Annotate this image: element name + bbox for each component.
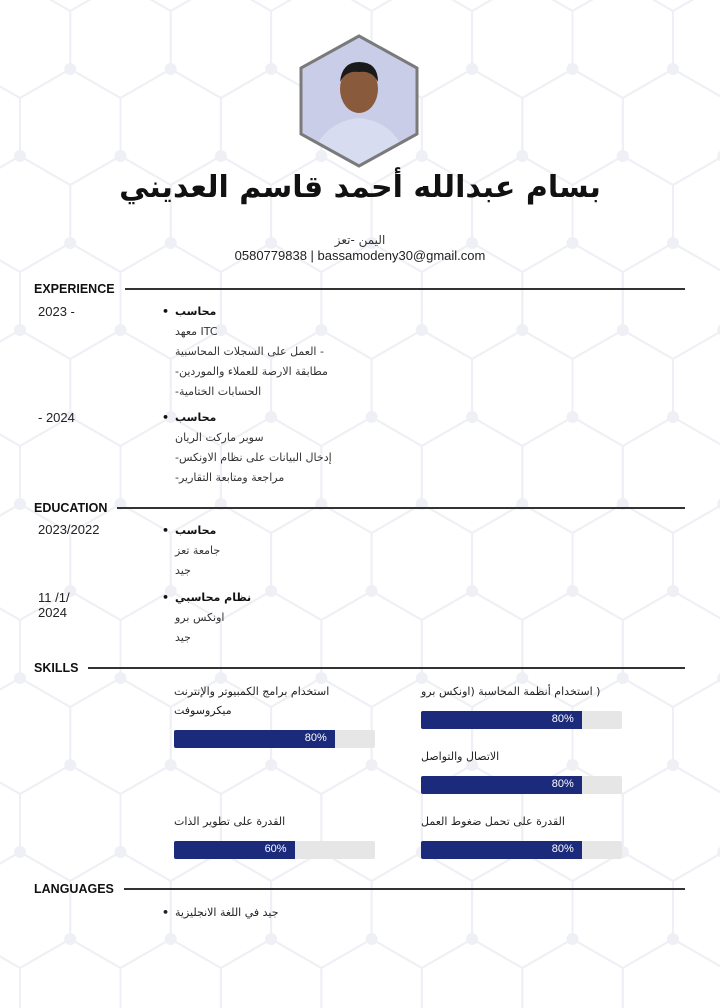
profile-photo bbox=[298, 34, 420, 168]
hexagon-node bbox=[567, 63, 579, 75]
hexagon-shape bbox=[321, 0, 421, 11]
hexagon-node bbox=[466, 411, 478, 423]
experience-entry bbox=[160, 408, 332, 488]
hexagon-shape bbox=[573, 504, 674, 620]
hexagon-shape bbox=[0, 330, 70, 446]
hexagon-shape bbox=[673, 330, 720, 446]
entry-line: سوبر ماركت الريان bbox=[175, 431, 264, 444]
skill-percent: 80% bbox=[551, 713, 574, 725]
divider bbox=[88, 667, 685, 669]
section-title: SKILLS bbox=[34, 661, 79, 675]
skill-progress-fill bbox=[174, 841, 295, 859]
section-title: EDUCATION bbox=[34, 501, 108, 515]
skill-percent: 80% bbox=[551, 778, 574, 790]
hexagon-shape bbox=[171, 0, 271, 98]
entry-line: جيد bbox=[175, 564, 191, 577]
hexagon-shape bbox=[422, 69, 523, 185]
hexagon-node bbox=[265, 933, 277, 945]
skill-label: استخدام برامج الكمبيوتر والإنترنت bbox=[174, 685, 330, 698]
hexagon-shape bbox=[121, 0, 221, 11]
hexagon-node bbox=[667, 63, 679, 75]
hexagon-shape bbox=[422, 0, 523, 11]
hexagon-node bbox=[14, 324, 26, 336]
hexagon-node bbox=[667, 933, 679, 945]
hexagon-shape bbox=[673, 504, 720, 620]
hexagon-shape bbox=[372, 330, 473, 446]
hexagon-shape bbox=[623, 69, 720, 185]
hexagon-node bbox=[114, 846, 126, 858]
contact-info: 0580779838 | bassamodeny30@gmail.com bbox=[234, 248, 486, 263]
hexagon-node bbox=[667, 585, 679, 597]
hexagon-node bbox=[516, 324, 528, 336]
skill-progress-fill bbox=[421, 776, 582, 794]
skill-progress-fill bbox=[174, 730, 335, 748]
hexagon-node bbox=[165, 759, 177, 771]
experience-heading bbox=[34, 282, 685, 296]
entry-line: الحسابات الختامية- bbox=[175, 385, 262, 398]
skill-item bbox=[174, 682, 375, 748]
hexagon-shape bbox=[573, 852, 674, 968]
entry-line: إدخال البيانات على نظام الاونكس- bbox=[175, 451, 332, 464]
hexagon-shape bbox=[472, 0, 572, 98]
hexagon-shape bbox=[121, 939, 221, 1008]
hexagon-shape bbox=[20, 939, 121, 1008]
skill-item bbox=[421, 812, 622, 859]
languages-heading bbox=[34, 882, 685, 896]
entry-title: محاسب • bbox=[175, 521, 216, 541]
education-heading bbox=[34, 501, 685, 515]
section-title: LANGUAGES bbox=[34, 882, 114, 896]
hexagon-shape bbox=[522, 69, 623, 185]
hexagon-node bbox=[366, 933, 378, 945]
hexagon-node bbox=[667, 411, 679, 423]
hexagon-node bbox=[165, 63, 177, 75]
hexagon-node bbox=[567, 585, 579, 597]
skill-progress-fill bbox=[421, 841, 582, 859]
hexagon-shape bbox=[321, 417, 421, 533]
entry-date: 2023/2022 bbox=[38, 522, 100, 537]
hexagon-shape bbox=[372, 852, 473, 968]
hexagon-shape bbox=[0, 0, 70, 98]
hexagon-shape bbox=[472, 852, 572, 968]
hexagon-node bbox=[64, 759, 76, 771]
entry-title: محاسب • bbox=[175, 408, 216, 428]
skill-item bbox=[421, 747, 622, 794]
hexagon-node bbox=[14, 498, 26, 510]
hexagon-node bbox=[516, 150, 528, 162]
hexagon-shape bbox=[472, 330, 572, 446]
skill-percent: 60% bbox=[264, 843, 287, 855]
skill-item bbox=[174, 812, 375, 859]
divider bbox=[124, 888, 685, 890]
hexagon-shape bbox=[121, 69, 221, 185]
entry-line: مراجعة ومتابعة التقارير- bbox=[175, 471, 285, 484]
full-name: بسام عبدالله أحمد قاسم العديني bbox=[119, 170, 601, 205]
skill-label: القدرة على تطوير الذات bbox=[174, 815, 286, 828]
entry-line: مطابقة الارصة للعملاء والموردين- bbox=[175, 365, 328, 378]
hexagon-shape bbox=[0, 69, 20, 185]
hexagon-shape bbox=[472, 504, 572, 620]
hexagon-shape bbox=[522, 939, 623, 1008]
hexagon-shape bbox=[20, 591, 121, 707]
hexagon-shape bbox=[271, 504, 372, 620]
divider bbox=[125, 288, 685, 290]
hexagon-node bbox=[114, 150, 126, 162]
hexagon-shape bbox=[623, 765, 720, 881]
education-entry bbox=[160, 521, 220, 581]
hexagon-shape bbox=[271, 852, 372, 968]
hexagon-shape bbox=[70, 330, 171, 446]
hexagon-node bbox=[366, 759, 378, 771]
hexagon-shape bbox=[0, 591, 20, 707]
hexagon-shape bbox=[20, 0, 121, 11]
hexagon-node bbox=[14, 846, 26, 858]
entry-title: محاسب • bbox=[175, 302, 216, 322]
language-item bbox=[160, 903, 279, 923]
hexagon-node bbox=[366, 411, 378, 423]
hexagon-shape bbox=[673, 852, 720, 968]
skill-percent: 80% bbox=[551, 843, 574, 855]
location: اليمن -تعز bbox=[334, 233, 386, 247]
hexagon-shape bbox=[221, 0, 322, 11]
skill-progress-bar bbox=[421, 841, 622, 859]
hexagon-shape bbox=[0, 417, 20, 533]
section-title: EXPERIENCE bbox=[34, 282, 115, 296]
hexagon-shape bbox=[623, 939, 720, 1008]
hexagon-shape bbox=[573, 0, 674, 98]
hexagon-node bbox=[567, 933, 579, 945]
hexagon-node bbox=[64, 63, 76, 75]
skill-progress-bar bbox=[174, 841, 375, 859]
entry-line: ITC معهد bbox=[175, 325, 218, 338]
skill-label: الاتصال والتواصل bbox=[421, 750, 500, 763]
hexagon-shape bbox=[623, 417, 720, 533]
hexagon-node bbox=[265, 63, 277, 75]
hexagon-node bbox=[265, 759, 277, 771]
hexagon-shape bbox=[0, 765, 20, 881]
hexagon-shape bbox=[70, 678, 171, 794]
language-text: جيد في اللغة الانجليزية • bbox=[175, 903, 279, 923]
hexagon-node bbox=[466, 933, 478, 945]
hexagon-shape bbox=[70, 852, 171, 968]
hexagon-node bbox=[14, 672, 26, 684]
hexagon-shape bbox=[20, 69, 121, 185]
hexagon-node bbox=[466, 63, 478, 75]
hexagon-node bbox=[14, 150, 26, 162]
hexagon-shape bbox=[673, 678, 720, 794]
hexagon-shape bbox=[321, 939, 421, 1008]
hexagon-node bbox=[617, 150, 629, 162]
hexagon-shape bbox=[0, 852, 70, 968]
entry-title: نظام محاسبي • bbox=[175, 588, 251, 608]
skill-progress-bar bbox=[421, 711, 622, 729]
skill-label: ميكروسوفت bbox=[174, 704, 232, 717]
hexagon-shape bbox=[0, 939, 20, 1008]
experience-entry bbox=[160, 302, 328, 402]
hexagon-shape bbox=[70, 0, 171, 98]
hexagon-shape bbox=[372, 504, 473, 620]
skill-progress-bar bbox=[174, 730, 375, 748]
hexagon-shape bbox=[20, 417, 121, 533]
skills-heading bbox=[34, 661, 685, 675]
hexagon-node bbox=[617, 324, 629, 336]
hexagon-node bbox=[567, 411, 579, 423]
hexagon-node bbox=[165, 933, 177, 945]
skill-progress-fill bbox=[421, 711, 582, 729]
skill-progress-bar bbox=[421, 776, 622, 794]
hexagon-node bbox=[64, 933, 76, 945]
hexagon-shape bbox=[522, 0, 623, 11]
entry-date: 11 /1/ 2024 bbox=[38, 590, 70, 620]
hexagon-shape bbox=[0, 0, 20, 11]
hexagon-node bbox=[466, 585, 478, 597]
entry-line: - العمل على السجلات المحاسبية bbox=[175, 345, 324, 358]
hexagon-node bbox=[366, 585, 378, 597]
hexagon-shape bbox=[221, 939, 322, 1008]
hexagon-shape bbox=[20, 765, 121, 881]
hexagon-node bbox=[416, 324, 428, 336]
hexagon-node bbox=[215, 150, 227, 162]
hexagon-shape bbox=[623, 591, 720, 707]
hexagon-shape bbox=[522, 417, 623, 533]
entry-date: 2023 - bbox=[38, 304, 75, 319]
divider bbox=[117, 507, 685, 509]
hexagon-node bbox=[114, 324, 126, 336]
skill-label: ( استخدام أنظمة المحاسبة (اونكس برو bbox=[421, 685, 601, 698]
entry-line: جيد bbox=[175, 631, 191, 644]
hexagon-node bbox=[667, 759, 679, 771]
hexagon-shape bbox=[422, 939, 523, 1008]
hexagon-shape bbox=[0, 678, 70, 794]
entry-date: - 2024 bbox=[38, 410, 75, 425]
entry-line: اونكس برو bbox=[175, 611, 225, 624]
skill-percent: 80% bbox=[304, 732, 327, 744]
skill-item bbox=[421, 682, 622, 729]
skill-label: القدرة على تحمل ضغوط العمل bbox=[421, 815, 565, 828]
hexagon-shape bbox=[573, 330, 674, 446]
entry-line: جامعة تعز bbox=[175, 544, 221, 557]
hexagon-node bbox=[265, 585, 277, 597]
hexagon-shape bbox=[422, 417, 523, 533]
education-entry bbox=[160, 588, 251, 648]
